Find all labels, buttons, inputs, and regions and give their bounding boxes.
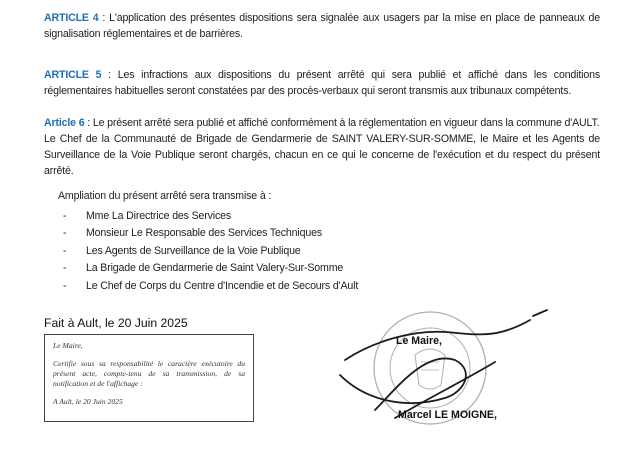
fait-a-date: Fait à Ault, le 20 Juin 2025 <box>44 316 188 330</box>
recipient-item: - Le Chef de Corps du Centre d'Incendie et de Secours d'Ault <box>63 279 359 292</box>
article-6-label: Article 6 <box>44 117 85 129</box>
recipient-item: - La Brigade de Gendarmerie de Saint Valery-Sur-Somme <box>63 262 344 274</box>
recipient-item: - Mme La Directrice des Services <box>63 209 232 222</box>
ampliation-section <box>58 188 358 295</box>
article-4-text: : L'application des présentes dispositions sera signalée aux usagers par la mise en place de panneaux de signalisation réglementaires et de barrières. <box>44 12 601 40</box>
stamp-seal <box>374 312 486 424</box>
certificate-body: Certifie sous sa responsabilité le caractère exécutoire du présent acte, compte-tenu de sa transmission, de sa notification et de l'affichage : <box>53 359 245 388</box>
article-6-text: : Le présent arrêté sera publié et affiché conformément à la réglementation en vigueur dans la commune d'AULT. <box>84 117 600 129</box>
article-5-label: ARTICLE 5 <box>44 69 102 81</box>
signatory-name: Marcel LE MOIGNE, <box>398 409 497 421</box>
certificate-date: A Ault, le 20 Juin 2025 <box>53 397 123 406</box>
certificate-box <box>44 334 254 422</box>
recipient-item: - Les Agents de Surveillance de la Voie Publique <box>63 244 301 257</box>
signatory-role: Le Maire, <box>396 335 442 347</box>
article-5 <box>44 67 600 99</box>
article-4-label: ARTICLE 4 <box>44 12 99 24</box>
certificate-title: Le Maire, <box>53 341 83 350</box>
article-5-text: : Les infractions aux dispositions du présent arrêté qui sera publié et affiché dans les conditions réglementaires habituelles seront constatées par des procès-verbaux qui seront transmis aux tribunaux compétents. <box>44 69 601 97</box>
article-6 <box>44 115 600 179</box>
article-4 <box>44 10 600 42</box>
recipient-list <box>58 208 358 296</box>
recipient-item: - Monsieur Le Responsable des Services Techniques <box>63 227 322 239</box>
article-6-text-2: Le Chef de la Communauté de Brigade de Gendarmerie de SAINT VALERY-SUR-SOMME, le Maire et les Agents de Surveillance de la Voie Publique seront chargés, chacun en ce qui le concerne de l'exécution et du respect du présent arrêté. <box>44 133 600 177</box>
ampliation-intro: Ampliation du présent arrêté sera transmise à : <box>58 190 272 202</box>
